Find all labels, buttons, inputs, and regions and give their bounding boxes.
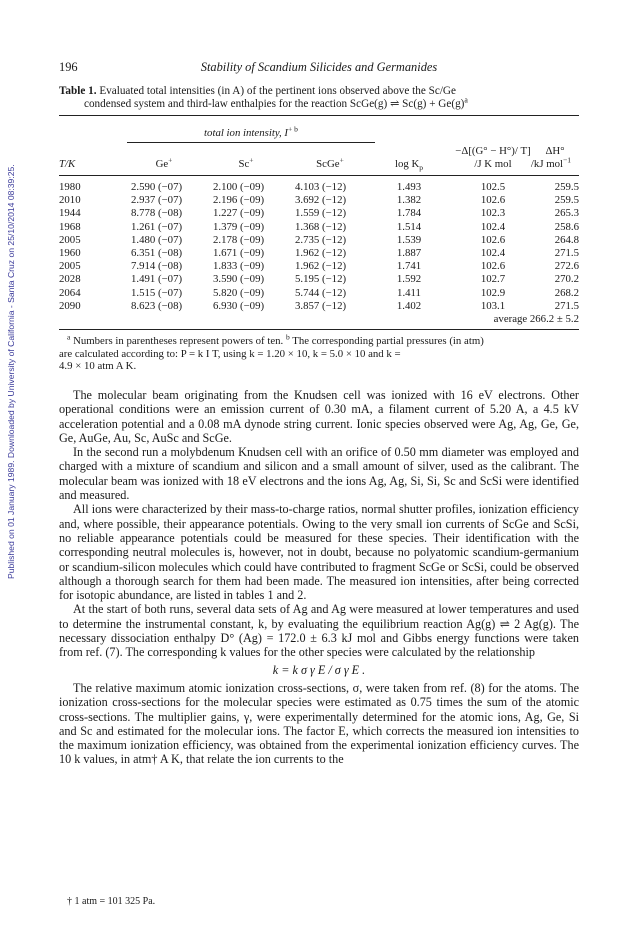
table-cell: 102.9 xyxy=(480,286,506,299)
table-cell: 1.887 xyxy=(396,247,422,259)
table-cell: 1.379 (−09) xyxy=(213,220,265,233)
table-cell: 2.178 (−09) xyxy=(213,233,265,246)
table-cell: 102.3 xyxy=(480,207,506,220)
table-cell: 2005 xyxy=(59,233,81,246)
table-cell: 1.559 (−12) xyxy=(295,207,347,220)
table-cell: 1.261 (−07) xyxy=(131,220,183,233)
table-cell: 102.4 xyxy=(480,220,506,233)
table-cell: 1968 xyxy=(59,220,81,233)
footnote: † 1 atm = 101 325 Pa. xyxy=(67,896,156,907)
table-cell: 1.671 (−09) xyxy=(213,247,265,259)
table-header-rule xyxy=(59,175,579,176)
table-cell: 8.623 (−08) xyxy=(131,299,183,312)
table-cell: 102.7 xyxy=(480,273,506,286)
table-cell: 265.3 xyxy=(554,207,579,220)
table-cell: 2010 xyxy=(59,194,81,207)
table-cell: 1.784 xyxy=(396,207,422,220)
data-table xyxy=(59,115,579,330)
group-header: total ion intensity, $I^{+ b}$ xyxy=(204,124,298,139)
table-cell: 259.5 xyxy=(554,181,579,193)
download-notice: Published on 01 January 1989. Downloaded by University of California - Santa Cruz on 25/10/2014 08:39:25. xyxy=(6,164,16,580)
paragraph-1: The molecular beam originating from the Knudsen cell was ionized with 16 eV electrons. Other operational conditions were an emission current of 0.30 mA, a filament current of 5.20 A, a 4.5 kV acceleration potential and a 0.08 mA dynode string current. Ionic species observed were Ag, Ag, Ge, Ge, Ge, AuGe, Au, Sc, AuSc and ScGe. xyxy=(59,388,579,445)
table-cell: 2028 xyxy=(59,273,81,286)
group-rule xyxy=(127,142,375,143)
table-cell: 1.515 (−07) xyxy=(131,286,183,299)
table-cell: 1960 xyxy=(59,247,81,259)
table-cell: 271.5 xyxy=(554,247,579,259)
table-cell: 268.2 xyxy=(554,286,579,299)
table-cell: 272.6 xyxy=(554,260,579,273)
table-cell: 2.590 (−07) xyxy=(131,181,183,193)
paragraph-4: At the start of both runs, several data sets of Ag and Ag were measured at lower temperatures and used to determine the instrumental constant, k, by evaluating the equilibrium reaction Ag(g) ⇌ 2 Ag(g). The necessary dissociation enthalpy D° (Ag) = 172.0 ± 6.3 kJ mol and Gibbs energy functions were taken from ref. (7). The corresponding k values for the other species were calculated by the relationship xyxy=(59,602,579,660)
table-cell: 1.539 xyxy=(396,233,422,246)
caption-line-2: condensed system and third-law enthalpies for the reaction ScGe(g) ⇌ $Sc(g) + Ge(g)^a$ xyxy=(84,95,468,110)
table-cell: 2.100 (−09) xyxy=(213,181,265,193)
table-cell: 1.514 xyxy=(396,220,422,233)
table-cell: 1980 xyxy=(59,181,81,193)
table-cell: 6.351 (−08) xyxy=(131,247,183,259)
table-cell: 1.833 (−09) xyxy=(213,260,265,273)
table-cell: 1.411 xyxy=(397,286,421,299)
table-cell: 1.741 xyxy=(396,260,422,273)
table-cell: 1.592 xyxy=(396,273,422,286)
table-cell: 102.6 xyxy=(480,194,506,207)
table-caption xyxy=(59,85,579,111)
table-cell: 102.6 xyxy=(480,260,506,273)
table-cell: 1.382 xyxy=(396,194,422,207)
paragraph-2: In the second run a molybdenum Knudsen cell with an orifice of 0.50 mm diameter was employed and charged with a mixture of scandium and silicon and a small amount of silver, used as the calibrant. The molecular beam was ionized with 18 eV electrons and the ions Ag, Ag, Si, Si, Sc and ScSi were identified and measured. xyxy=(59,445,579,503)
table-cell: 3.692 (−12) xyxy=(295,194,347,207)
table-cell: 2.937 (−07) xyxy=(131,194,183,207)
col-header-enthalpy-unit: /kJ mol$^{-1}$ xyxy=(530,155,572,170)
table-cell: 270.2 xyxy=(554,273,579,286)
table-cell: 1944 xyxy=(59,207,81,220)
table-cell: 2.735 (−12) xyxy=(295,233,347,246)
page-header xyxy=(59,60,579,76)
table-cell: 7.914 (−08) xyxy=(131,260,183,273)
caption-line-1: Evaluated total intensities (in A) of the pertinent ions observed above the Sc/Ge xyxy=(99,85,456,97)
table-cell: 2.196 (−09) xyxy=(213,194,265,207)
table-cell: 102.6 xyxy=(480,233,506,246)
page-number: 196 xyxy=(59,60,78,74)
col-header-logk: $\log K_p$ xyxy=(394,158,424,173)
table-bottom-rule xyxy=(59,329,579,330)
table-top-rule xyxy=(59,115,579,116)
table-cell: 1.368 (−12) xyxy=(295,220,347,233)
table-cell: 2064 xyxy=(59,286,81,299)
table-cell: 1.962 (−12) xyxy=(295,247,347,259)
table-cell: 264.8 xyxy=(554,233,579,246)
col-header-gibbs-unit: /J K mol xyxy=(474,158,512,170)
table-cell: 5.744 (−12) xyxy=(295,286,347,299)
col-header-gibbs: −Δ[(G° − H°)/ T] xyxy=(455,145,531,157)
table-label: Table 1. xyxy=(59,85,97,97)
table-cell: 2090 xyxy=(59,299,81,312)
table-cell: 271.5 xyxy=(554,299,579,312)
equation: k = k σ γ E / σ γ E . xyxy=(272,662,366,677)
table-cell: 1.493 xyxy=(396,181,422,193)
table-cell: 102.4 xyxy=(480,247,506,259)
paragraph-3: All ions were characterized by their mass-to-charge ratios, normal shutter profiles, ionization efficiency and, where possible, their appearance potentials. Owing to the very small ion currents of ScGe and ScSi, no reliable appearance potentials could be measured for these species. Their identification with the corresponding neutral molecules is, however, not in doubt, because no polyatomic scandium-germanium or scandium-silicon molecules which could have contributed to fragment ScGe or ScSi, could be observed although a thorough search for them had been made. The measured ion intensities, after being corrected for isotopic abundance, are listed in tables 1 and 2. xyxy=(59,502,579,603)
table-cell: 6.930 (−09) xyxy=(213,299,265,312)
table-cell: 5.820 (−09) xyxy=(213,286,265,299)
col-header-ge: Ge+ xyxy=(155,155,173,170)
table-cell: 102.5 xyxy=(480,181,506,193)
table-cell: 4.103 (−12) xyxy=(295,181,347,193)
col-header-t: T/K xyxy=(59,158,76,170)
table-cell: 5.195 (−12) xyxy=(295,273,347,286)
table-cell: 1.491 (−07) xyxy=(131,273,183,286)
table-cell: 1.480 (−07) xyxy=(131,233,183,246)
table-cell: 3.857 (−12) xyxy=(295,299,347,312)
col-header-scge: ScGe+ xyxy=(316,155,344,170)
table-cell: 3.590 (−09) xyxy=(213,273,265,286)
table-cell: 1.402 xyxy=(396,299,422,312)
table-cell: 1.227 (−09) xyxy=(213,207,265,220)
table-cell: 103.1 xyxy=(480,299,506,312)
col-header-enthalpy: ΔH° xyxy=(545,145,565,157)
running-title: Stability of Scandium Silicides and Germanides xyxy=(200,60,438,74)
table-notes: $^a$ Numbers in parentheses represent powers of ten. $^b$ The corresponding partial pressures (in atm) are calculated according to: P = k I T, using k = 1.20 × 10, k = 5.0 × 10 and k = 4.9 × 10 atm A K. xyxy=(59,332,484,372)
paragraph-5: The relative maximum atomic ionization cross-sections, σ, were taken from ref. (8) for the atoms. The ionization cross-sections for the molecular species were estimated as 0.75 times the sum of the atomic cross-sections. The multiplier gains, γ, were experimentally determined for the atomic ions, Ag, Ge, Si and Sc and estimated for the molecular ions. The factor E, which corrects the measured ion intensities to the maximum ionization efficiency, was obtained from the experimental ionization efficiency curves. The 10 k values, in atm† A K, that relate the ion currents to the xyxy=(59,680,579,767)
col-header-sc: Sc+ xyxy=(238,155,254,170)
table-cell: 1.962 (−12) xyxy=(295,260,347,273)
table-cell: 258.6 xyxy=(554,220,579,233)
average-value: average 266.2 ± 5.2 xyxy=(493,313,579,325)
body-text xyxy=(59,388,579,767)
table-cell: 8.778 (−08) xyxy=(131,207,183,220)
table-cell: 259.5 xyxy=(554,194,579,207)
table-cell: 2005 xyxy=(59,260,81,273)
